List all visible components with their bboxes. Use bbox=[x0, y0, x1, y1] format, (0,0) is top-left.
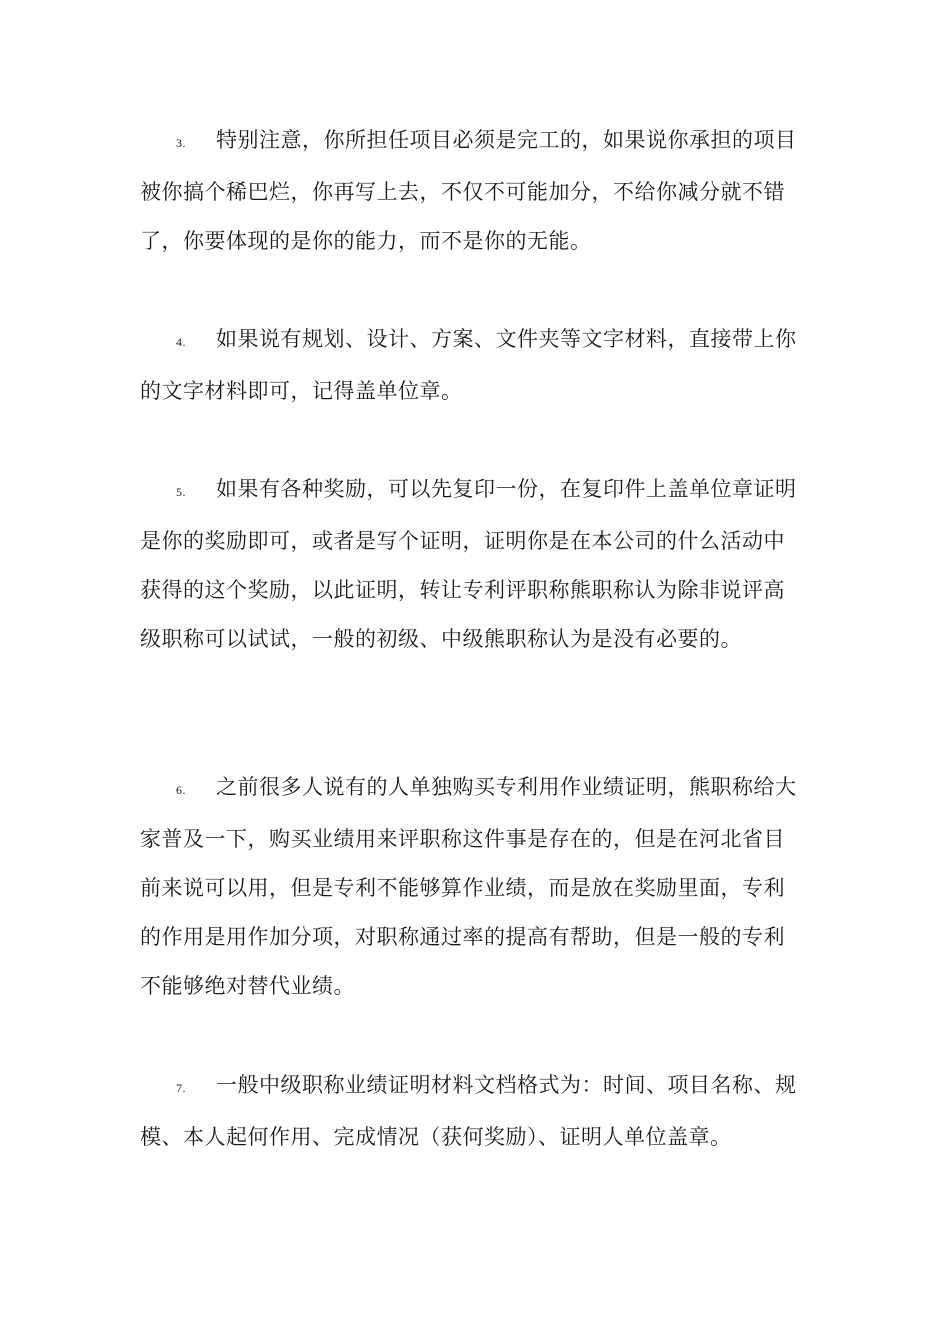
list-text: 之前很多人说有的人单独购买专利用作业绩证明，熊职称给大家普及一下，购买业绩用来评职称这件事是存在的，但是在河北省目前来说可以用，但是专利不能够算作业绩，而是放在奖励里面，专利的作用是用作加分项，对职称通过率的提高有帮助，但是一般的专利不能够绝对替代业绩。 bbox=[140, 775, 797, 998]
list-item-5: 5. 如果有各种奖励，可以先复印一份，在复印件上盖单位章证明是你的奖励即可，或者是写个证明，证明你是在本公司的什么活动中获得的这个奖励，以此证明，转让专利评职称熊职称认为除非说评高级职称可以试试，一般的初级、中级熊职称认为是没有必要的。 bbox=[140, 477, 797, 651]
list-item-7: 7. 一般中级职称业绩证明材料文档格式为：时间、项目名称、规模、本人起何作用、完成情况（获何奖励）、证明人单位盖章。 bbox=[140, 1073, 797, 1149]
list-item-4: 4. 如果说有规划、设计、方案、文件夹等文字材料，直接带上你的文字材料即可，记得盖单位章。 bbox=[140, 327, 797, 403]
list-item-6: 6. 之前很多人说有的人单独购买专利用作业绩证明，熊职称给大家普及一下，购买业绩用来评职称这件事是存在的，但是在河北省目前来说可以用，但是专利不能够算作业绩，而是放在奖励里面，专利的作用是用作加分项，对职称通过率的提高有帮助，但是一般的专利不能够绝对替代业绩。 bbox=[140, 775, 797, 998]
list-text: 特别注意，你所担任项目必须是完工的，如果说你承担的项目被你搞个稀巴烂，你再写上去，不仅不可能加分，不给你减分就不错了，你要体现的是你的能力，而不是你的无能。 bbox=[140, 128, 797, 253]
list-text: 如果有各种奖励，可以先复印一份，在复印件上盖单位章证明是你的奖励即可，或者是写个证明，证明你是在本公司的什么活动中获得的这个奖励，以此证明，转让专利评职称熊职称认为除非说评高级职称可以试试，一般的初级、中级熊职称认为是没有必要的。 bbox=[140, 477, 797, 651]
list-text: 一般中级职称业绩证明材料文档格式为：时间、项目名称、规模、本人起何作用、完成情况（获何奖励）、证明人单位盖章。 bbox=[140, 1073, 797, 1149]
list-item-3: 3. 特别注意，你所担任项目必须是完工的，如果说你承担的项目被你搞个稀巴烂，你再写上去，不仅不可能加分，不给你减分就不错了，你要体现的是你的能力，而不是你的无能。 bbox=[140, 128, 797, 253]
list-text: 如果说有规划、设计、方案、文件夹等文字材料，直接带上你的文字材料即可，记得盖单位章。 bbox=[140, 327, 797, 403]
